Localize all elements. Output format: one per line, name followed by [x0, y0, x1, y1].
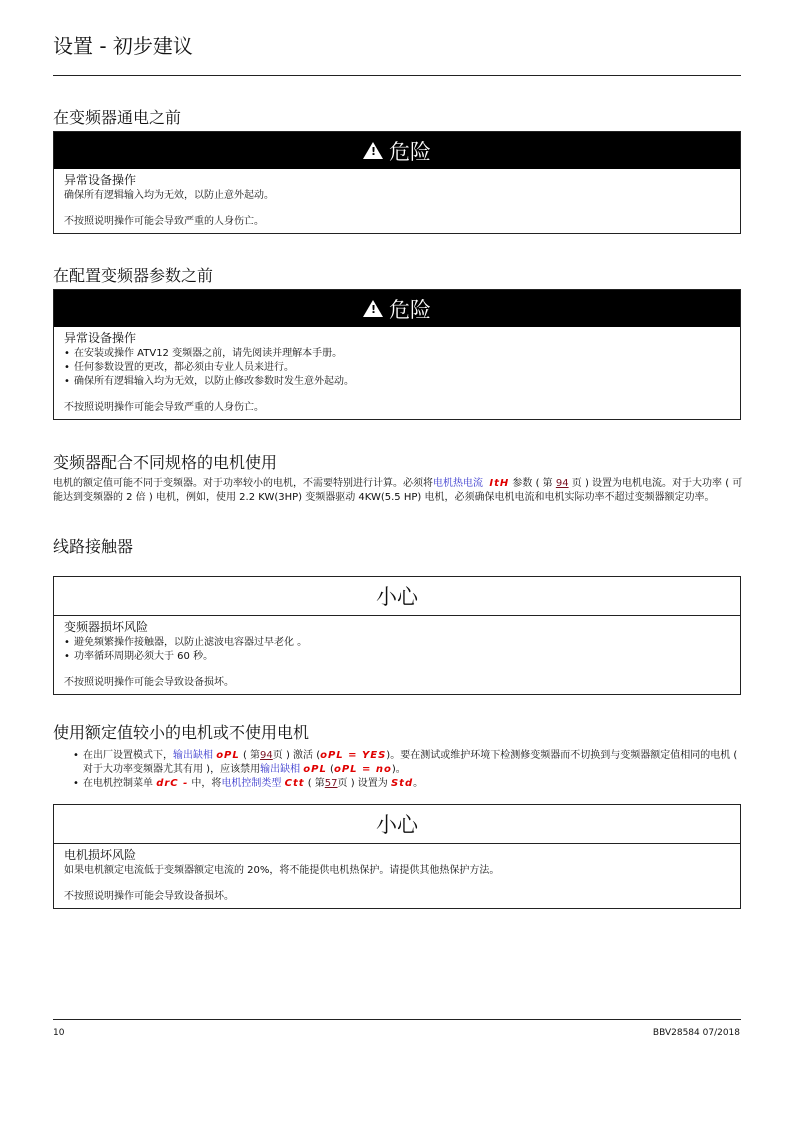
hazard-subject: 异常设备操作 — [64, 173, 137, 187]
page-link[interactable]: 57 — [324, 778, 338, 789]
param-code: oPL = YES — [320, 750, 387, 761]
menu-code: drC - — [156, 778, 189, 789]
param-code: oPL = no — [333, 764, 392, 775]
warning-icon: ! — [363, 142, 383, 159]
bullet-list — [73, 749, 743, 791]
param-code: ItH — [489, 478, 510, 489]
param-code: oPL — [216, 750, 240, 761]
text: ( 第 — [304, 778, 325, 789]
param-code: Ctt — [284, 778, 305, 789]
text: ( — [326, 764, 334, 775]
hazard-subject: 异常设备操作 — [64, 331, 137, 345]
list-item: • 任何参数设置的更改，都必须由专业人员来进行。 — [74, 361, 730, 375]
caution-box — [53, 576, 741, 695]
list-item: • 避免频繁操作接触器，以防止滤波电容器过早老化 。 — [74, 636, 730, 650]
text: ( 第 — [239, 750, 261, 761]
text: 。 — [413, 778, 424, 789]
text: 中，将 — [188, 778, 222, 789]
danger-label: 危险 — [389, 297, 431, 322]
warning-icon: ! — [363, 300, 383, 317]
hazard-subject: 电机损坏风险 — [64, 848, 137, 862]
list-item: • 确保所有逻辑输入均为无效，以防止修改参数时发生意外起动。 — [74, 375, 730, 389]
caution-header: 小心 — [54, 805, 740, 844]
link-output-phase-loss[interactable]: 输出缺相 — [260, 764, 301, 775]
header-rule — [53, 75, 741, 76]
text: )。要在测试或维护环境下检测修变频器而不切换到与变频器额定值相同的电机 ( 对于大功率变频器尤其有用 )，应该禁用 — [83, 750, 738, 775]
caution-box — [53, 804, 741, 909]
hazard-subject: 变频器损坏风险 — [64, 620, 149, 634]
hazard-footer: 不按照说明操作可能会导致严重的人身伤亡。 — [64, 402, 264, 413]
param-code: oPL — [303, 764, 327, 775]
link-motor-thermal-current[interactable]: 电机热电流 — [433, 478, 483, 489]
param-code: Std — [390, 778, 414, 789]
list-item: • 在安装或操作 ATV12 变频器之前，请先阅读并理解本手册。 — [74, 347, 730, 361]
page-title: 设置 - 初步建议 — [53, 34, 193, 58]
text: 页 ) 设置为电机电流。对于大功率 ( 可能达到变频器的 2 倍 ) 电机，例如，使用 2.2 KW(3HP) 变频器驱动 4KW(5.5 HP) 电机，必须确保电机电流和电机实际功率不超过变频器额定功率。 — [53, 478, 743, 503]
doc-reference: BBV28584 07/2018 — [652, 1028, 740, 1038]
link-motor-control-type[interactable]: 电机控制类型 — [221, 778, 282, 789]
section-title: 在变频器通电之前 — [53, 108, 182, 127]
hazard-line: 确保所有逻辑输入均为无效，以防止意外起动。 — [64, 190, 274, 201]
danger-header — [54, 132, 740, 169]
list-item: • 功率循环周期必须大于 60 秒。 — [74, 650, 730, 664]
text: 在出厂设置模式下， — [83, 750, 173, 761]
danger-box — [53, 289, 741, 420]
section-title: 线路接触器 — [53, 537, 134, 556]
text: 参数 ( 第 — [512, 478, 556, 489]
danger-label: 危险 — [389, 139, 431, 164]
caution-header: 小心 — [54, 577, 740, 616]
danger-box — [53, 131, 741, 234]
text: 在电机控制菜单 — [83, 778, 157, 789]
section-title: 在配置变频器参数之前 — [53, 266, 214, 285]
text: 页 ) 激活 ( — [272, 750, 321, 761]
footer-rule — [53, 1019, 741, 1020]
text: 电机的额定值可能不同于变频器。对于功率较小的电机，不需要特别进行计算。必须将 — [53, 478, 433, 489]
section-title: 变频器配合不同规格的电机使用 — [53, 453, 278, 472]
paragraph — [53, 477, 743, 505]
page-number: 10 — [53, 1028, 65, 1038]
page-link[interactable]: 94 — [555, 478, 569, 489]
page-link[interactable]: 94 — [260, 750, 273, 761]
hazard-line: 如果电机额定电流低于变频器额定电流的 20%，将不能提供电机热保护。请提供其他热保护方法。 — [64, 865, 500, 876]
list-item — [83, 777, 743, 791]
hazard-footer: 不按照说明操作可能会导致严重的人身伤亡。 — [64, 216, 264, 227]
link-output-phase-loss[interactable]: 输出缺相 — [173, 750, 213, 761]
danger-header — [54, 290, 740, 327]
text: )。 — [391, 764, 406, 775]
text: 页 ) 设置为 — [337, 778, 391, 789]
hazard-footer: 不按照说明操作可能会导致设备损坏。 — [64, 891, 234, 902]
list-item — [83, 749, 743, 777]
hazard-footer: 不按照说明操作可能会导致设备损坏。 — [64, 677, 234, 688]
section-title: 使用额定值较小的电机或不使用电机 — [53, 723, 310, 742]
